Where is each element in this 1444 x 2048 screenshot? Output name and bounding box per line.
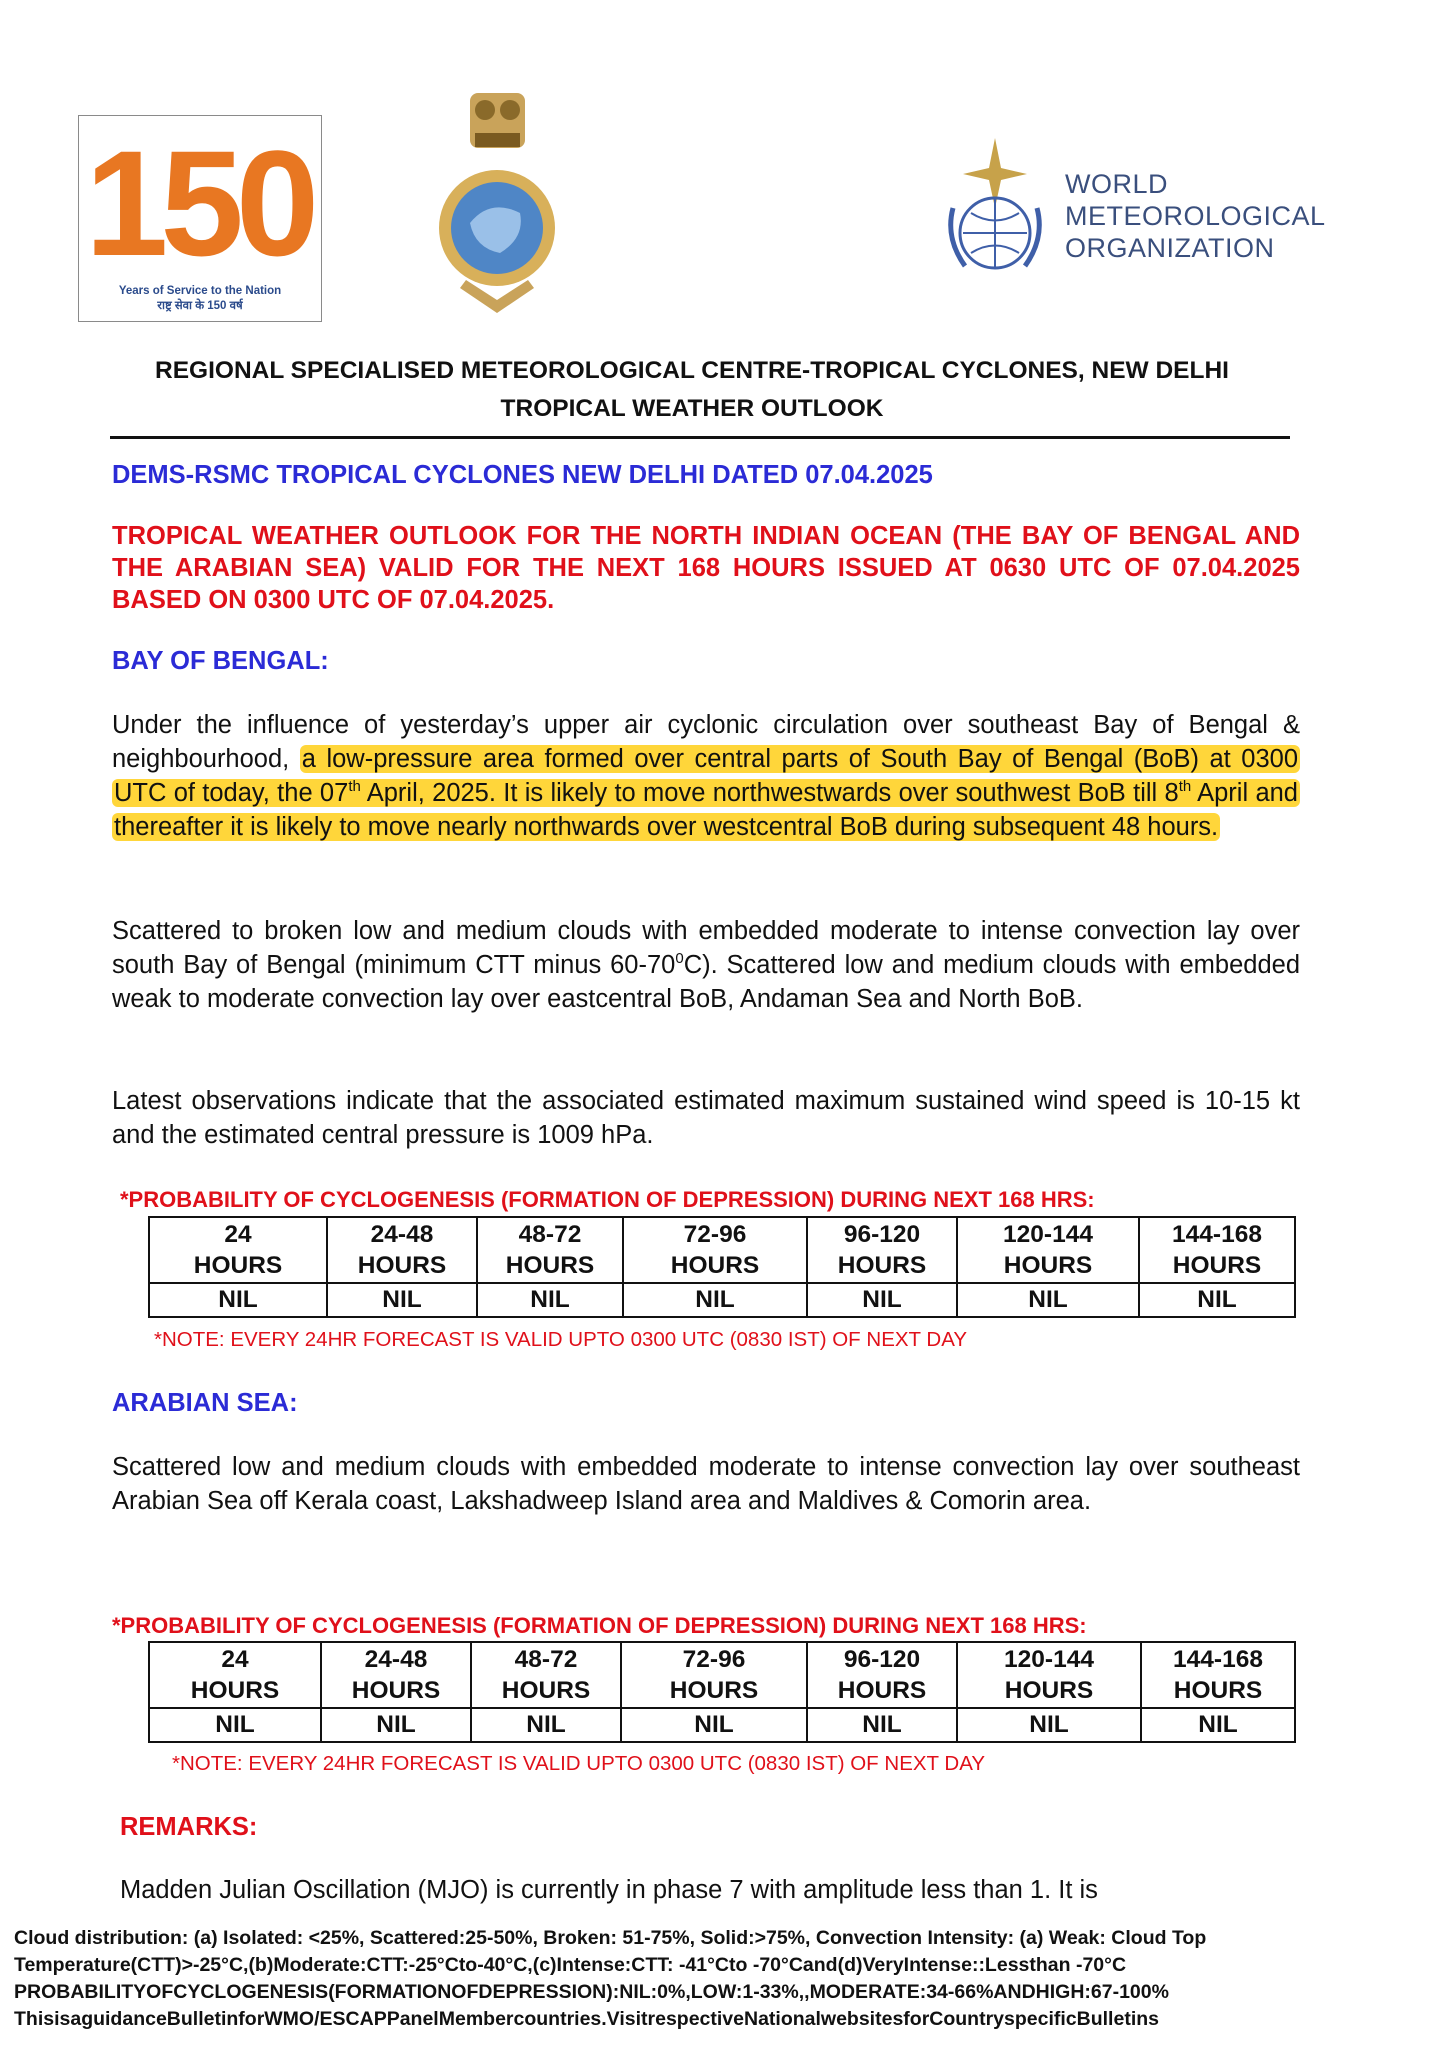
- bob-probability-table: [148, 1216, 1296, 1318]
- period-cell: 24-48 HOURS: [321, 1642, 471, 1708]
- period-cell: 120-144 HOURS: [957, 1217, 1139, 1283]
- probability-value: NIL: [1141, 1708, 1295, 1742]
- table-value-row: [149, 1708, 1295, 1742]
- period-cell: 96-120 HOURS: [807, 1642, 957, 1708]
- imd-150-years-logo: [78, 115, 322, 322]
- period-cell: 24 HOURS: [149, 1642, 321, 1708]
- wmo-name: WORLD METEOROLOGICAL ORGANIZATION: [1065, 169, 1326, 263]
- dated-line: DEMS-RSMC TROPICAL CYCLONES NEW DELHI DATED 07.04.2025: [112, 461, 933, 489]
- probability-value: NIL: [1139, 1283, 1295, 1317]
- period-cell: 96-120 HOURS: [807, 1217, 957, 1283]
- period-cell: 144-168 HOURS: [1141, 1642, 1295, 1708]
- logo-150-caption: Years of Service to the Nation राष्ट्र सेवा के 150 वर्ष: [118, 284, 282, 313]
- bob-heading: BAY OF BENGAL:: [112, 647, 329, 675]
- probability-value: NIL: [623, 1283, 807, 1317]
- remarks-paragraph: Madden Julian Oscillation (MJO) is currently in phase 7 with amplitude less than 1. It is: [120, 1876, 1098, 1904]
- wmo-globe-icon: [935, 138, 1055, 278]
- probability-value: NIL: [321, 1708, 471, 1742]
- outlook-title: TROPICAL WEATHER OUTLOOK FOR THE NORTH INDIAN OCEAN (THE BAY OF BENGAL AND THE ARABIAN SEA) VALID FOR THE NEXT 168 HOURS ISSUED AT 0630 UTC OF 07.04.2025 BASED ON 0300 UTC OF 07.04.2025.: [112, 522, 1300, 614]
- footer-line-4: ThisisaguidanceBulletinforWMO/ESCAPPanelMembercountries.VisitrespectiveNationalwebsitesforCountryspecificBulletins: [14, 2008, 1159, 2030]
- as-heading: ARABIAN SEA:: [112, 1389, 298, 1417]
- probability-value: NIL: [149, 1708, 321, 1742]
- bob-probability-title: *PROBABILITY OF CYCLOGENESIS (FORMATION OF DEPRESSION) DURING NEXT 168 HRS:: [120, 1187, 1095, 1212]
- table-value-row: [149, 1283, 1295, 1317]
- imd-emblem-icon: [430, 88, 565, 320]
- logo-bar: [0, 0, 1444, 330]
- period-cell: 120-144 HOURS: [957, 1642, 1141, 1708]
- wmo-logo: [935, 138, 1326, 278]
- header-line-1: REGIONAL SPECIALISED METEOROLOGICAL CENTRE-TROPICAL CYCLONES, NEW DELHI: [155, 357, 1229, 384]
- footer-line-1: Cloud distribution: (a) Isolated: <25%, Scattered:25-50%, Broken: 51-75%, Solid:>75%, Convection Intensity: (a) Weak: Cloud Top: [14, 1927, 1207, 1949]
- probability-value: NIL: [957, 1283, 1139, 1317]
- probability-value: NIL: [621, 1708, 807, 1742]
- bob-forecast-note: *NOTE: EVERY 24HR FORECAST IS VALID UPTO 0300 UTC (0830 IST) OF NEXT DAY: [154, 1328, 968, 1351]
- period-cell: 24 HOURS: [149, 1217, 327, 1283]
- as-probability-title: *PROBABILITY OF CYCLOGENESIS (FORMATION OF DEPRESSION) DURING NEXT 168 HRS:: [112, 1613, 1087, 1638]
- period-cell: 144-168 HOURS: [1139, 1217, 1295, 1283]
- table-header-row: [149, 1642, 1295, 1708]
- probability-value: NIL: [807, 1283, 957, 1317]
- footer-legend: [14, 1925, 1434, 2033]
- bob-paragraph-1: Under the influence of yesterday’s upper air cyclonic circulation over southeast Bay of Bengal & neighbourhood, a low-pressure area formed over central parts of South Bay of Bengal (BoB) at 0300 UTC of today, the 07th April, 2025. It is likely to move northwestwards over southwest BoB till 8th April and thereafter it is likely to move nearly northwards over westcentral BoB during subsequent 48 hours.: [112, 711, 1300, 841]
- period-cell: 48-72 HOURS: [471, 1642, 621, 1708]
- period-cell: 24-48 HOURS: [327, 1217, 477, 1283]
- as-paragraph-1: Scattered low and medium clouds with embedded moderate to intense convection lay over southeast Arabian Sea off Kerala coast, Lakshadweep Island area and Maldives & Comorin area.: [112, 1453, 1300, 1515]
- probability-value: NIL: [149, 1283, 327, 1317]
- bob-paragraph-3: Latest observations indicate that the associated estimated maximum sustained wind speed is 10-15 kt and the estimated central pressure is 1009 hPa.: [112, 1087, 1300, 1149]
- logo-150-text: 150: [85, 119, 312, 287]
- remarks-heading: REMARKS:: [120, 1813, 258, 1841]
- period-cell: 72-96 HOURS: [623, 1217, 807, 1283]
- period-cell: 48-72 HOURS: [477, 1217, 623, 1283]
- footer-line-3: PROBABILITYOFCYCLOGENESIS(FORMATIONOFDEPRESSION):NIL:0%,LOW:1-33%,,MODERATE:34-66%ANDHIGH:67-100%: [14, 1981, 1169, 2003]
- probability-value: NIL: [807, 1708, 957, 1742]
- header-line-2: TROPICAL WEATHER OUTLOOK: [500, 395, 884, 422]
- highlighted-text: a low-pressure area formed over central parts of South Bay of Bengal (BoB) at 0300 UTC of today, the 07th April, 2025. It is likely to move northwestwards over southwest BoB till 8th April and thereafter it is likely to move nearly northwards over westcentral BoB during subsequent 48 hours.: [114, 745, 1299, 841]
- as-forecast-note: *NOTE: EVERY 24HR FORECAST IS VALID UPTO 0300 UTC (0830 IST) OF NEXT DAY: [172, 1752, 986, 1775]
- probability-value: NIL: [957, 1708, 1141, 1742]
- table-header-row: [149, 1217, 1295, 1283]
- header-divider: [110, 436, 1290, 439]
- probability-value: NIL: [477, 1283, 623, 1317]
- as-probability-table: [148, 1641, 1296, 1743]
- probability-value: NIL: [327, 1283, 477, 1317]
- footer-line-2: Temperature(CTT)>-25°C,(b)Moderate:CTT:-25°Cto-40°C,(c)Intense:CTT: -41°Cto -70°Cand(d)VeryIntense::Lessthan -70°C: [14, 1954, 1127, 1976]
- period-cell: 72-96 HOURS: [621, 1642, 807, 1708]
- document-header: [80, 352, 1304, 428]
- probability-value: NIL: [471, 1708, 621, 1742]
- bob-paragraph-2: Scattered to broken low and medium clouds with embedded moderate to intense convection lay over south Bay of Bengal (minimum CTT minus $60-70^0C$). Scattered low and medium clouds with embedded weak to moderate convection lay over eastcentral BoB, Andaman Sea and North BoB.: [112, 917, 1300, 1013]
